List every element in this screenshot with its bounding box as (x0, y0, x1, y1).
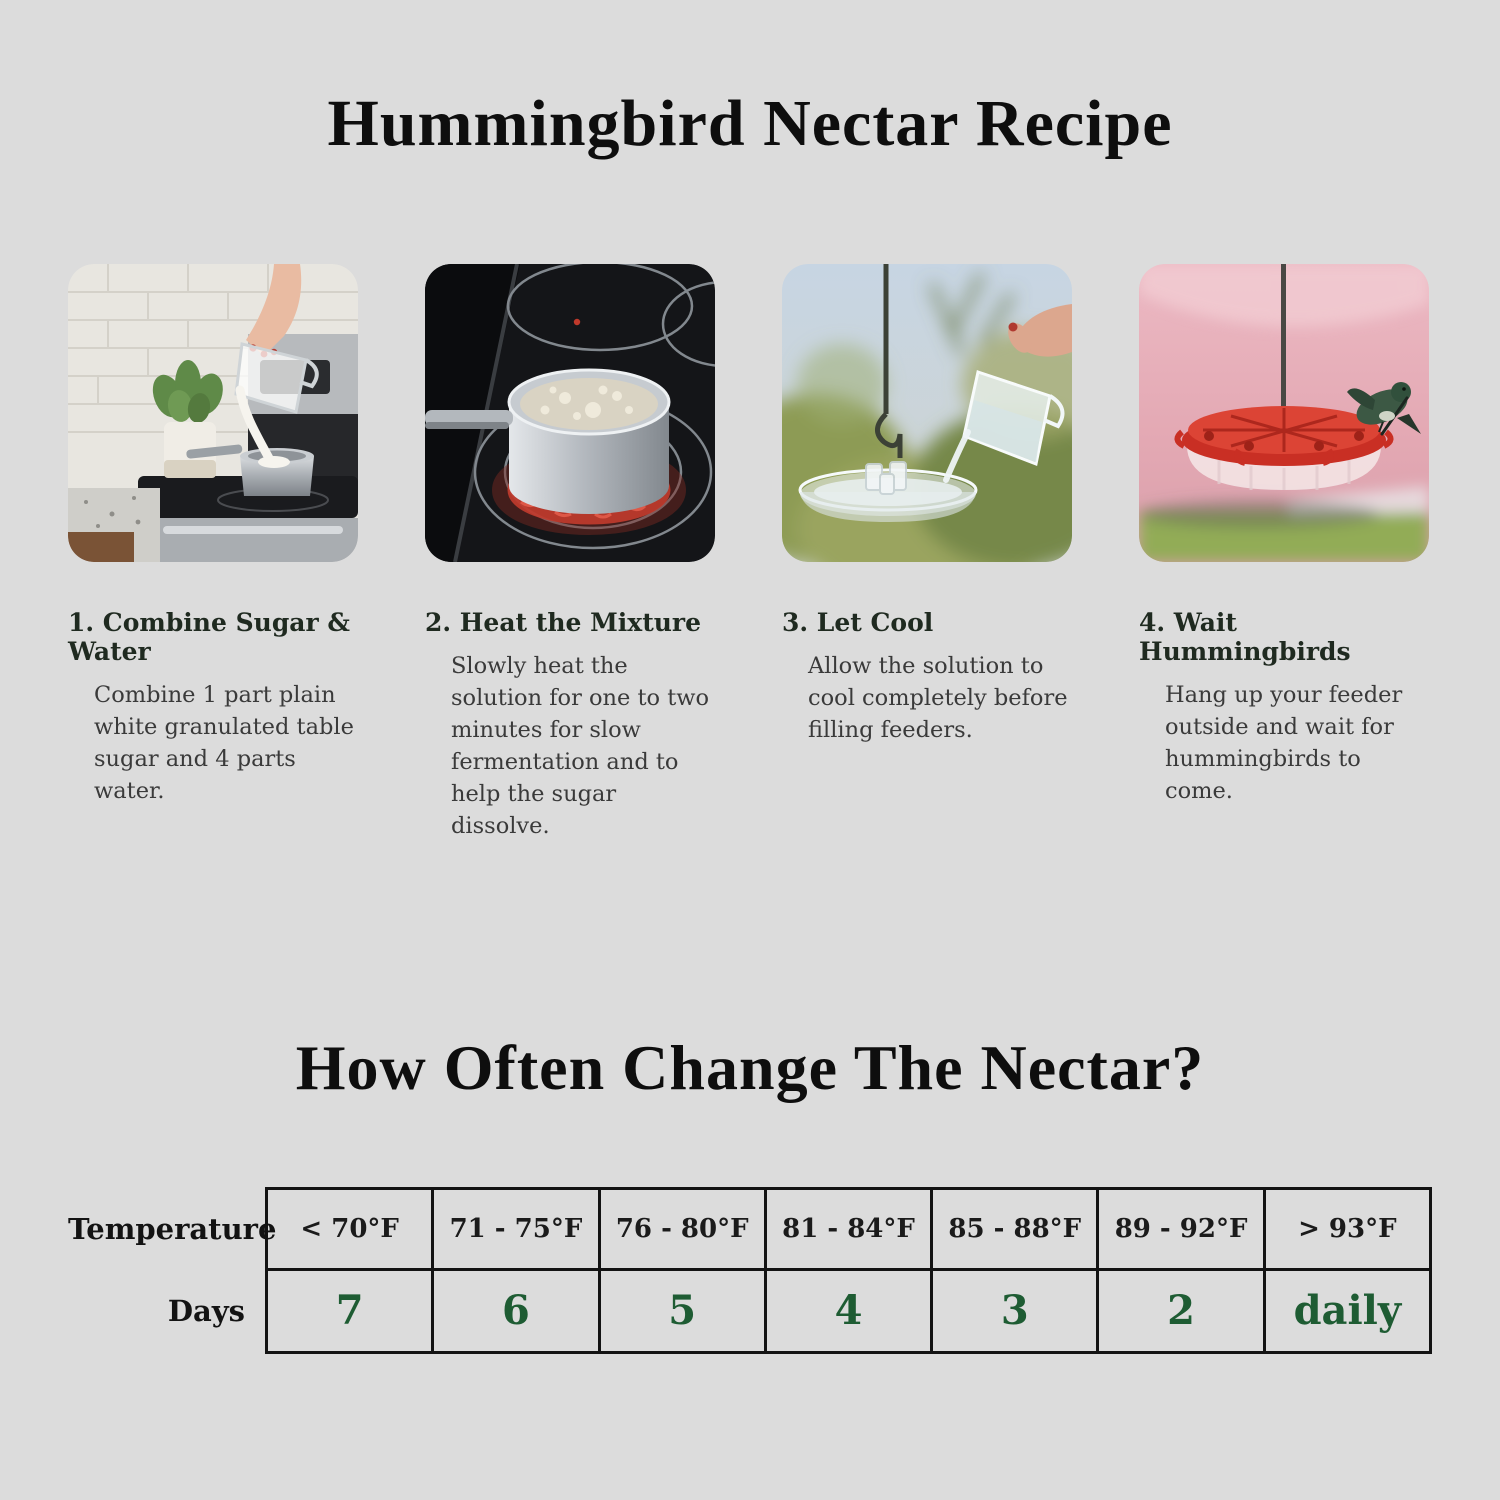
days-cell: 5 (599, 1269, 765, 1352)
step-heading: 3. Let Cool (782, 608, 934, 637)
page-title: Hummingbird Nectar Recipe (327, 87, 1173, 160)
days-cell: 7 (267, 1269, 433, 1352)
temp-cell: 71 - 75°F (433, 1188, 599, 1269)
temp-cell: 81 - 84°F (765, 1188, 931, 1269)
step-heading: 2. Heat the Mixture (425, 608, 701, 637)
temp-cell: > 93°F (1264, 1188, 1430, 1269)
temp-cell: < 70°F (267, 1188, 433, 1269)
days-cell: 3 (932, 1269, 1098, 1352)
hummingbird-at-feeder-photo (1139, 264, 1429, 562)
step-description: Slowly heat the solution for one to two minutes for slow fermentation and to help the sugar dissolve. (451, 653, 710, 839)
days-row (68, 1269, 1431, 1352)
step-description: Allow the solution to cool completely before filling feeders. (808, 653, 1068, 743)
row-label-days: Days (167, 1293, 245, 1328)
temperature-row (68, 1188, 1431, 1269)
saucepan-boiling-on-cooktop-photo (425, 264, 715, 562)
schedule-section (68, 1187, 1432, 1354)
pouring-nectar-into-feeder-photo (782, 264, 1072, 562)
nectar-change-table (68, 1187, 1432, 1354)
step-card-3 (782, 264, 1072, 843)
step-description: Combine 1 part plain white granulated table sugar and 4 parts water. (94, 682, 354, 804)
temp-cell: 76 - 80°F (599, 1188, 765, 1269)
step-card-2 (425, 264, 715, 843)
temp-cell: 89 - 92°F (1098, 1188, 1264, 1269)
schedule-title: How Often Change The Nectar? (295, 1031, 1205, 1103)
row-label-temperature: Temperature (68, 1211, 277, 1246)
pouring-sugar-into-saucepan-photo (68, 264, 358, 562)
temp-cell: 85 - 88°F (932, 1188, 1098, 1269)
steps-row (0, 264, 1500, 843)
step-card-4 (1139, 264, 1429, 843)
step-card-1 (68, 264, 358, 843)
step-heading: 1. Combine Sugar & Water (68, 608, 350, 666)
days-cell: 2 (1098, 1269, 1264, 1352)
step-description: Hang up your feeder outside and wait for hummingbirds to come. (1165, 682, 1403, 804)
days-cell: 6 (433, 1269, 599, 1352)
days-cell: daily (1264, 1269, 1430, 1352)
days-cell: 4 (765, 1269, 931, 1352)
step-heading: 4. Wait Hummingbirds (1139, 608, 1351, 666)
